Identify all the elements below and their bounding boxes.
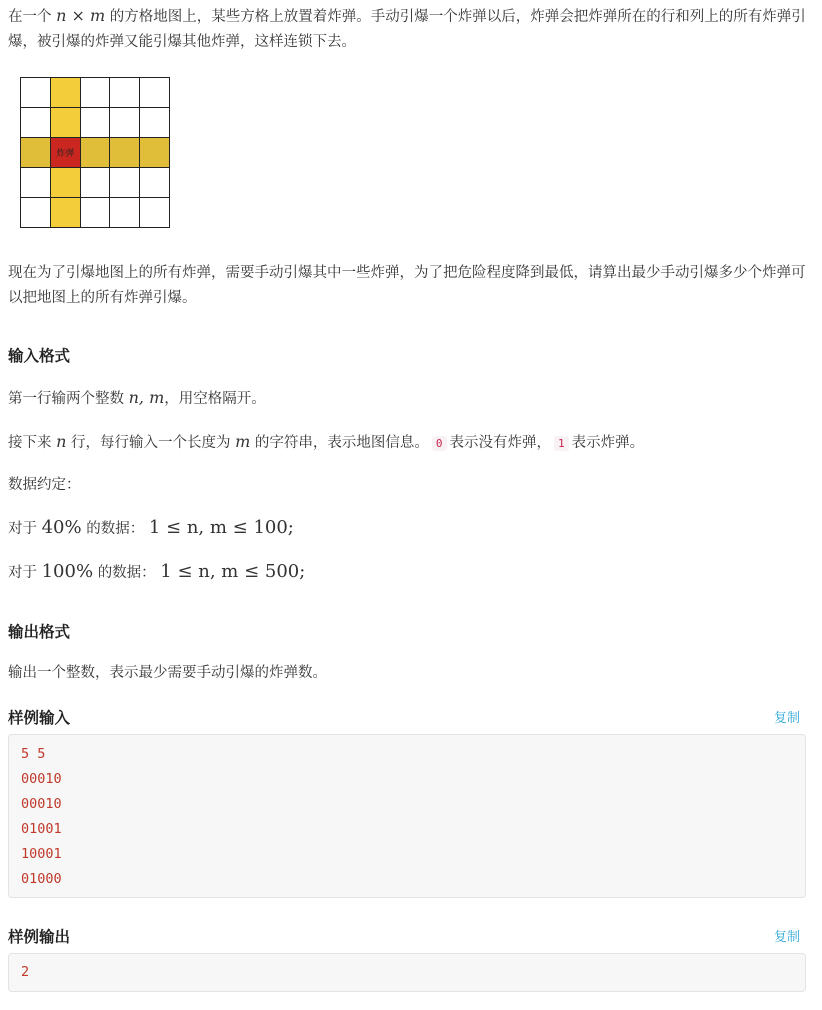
input-format-line1 <box>8 385 812 412</box>
grid-cell <box>140 108 170 138</box>
bomb-cell: 炸弹 <box>50 138 80 168</box>
grid-cell <box>140 168 170 198</box>
blast-row-cell <box>80 138 110 168</box>
input-line1-math: n, m <box>128 388 165 407</box>
grid-cell <box>80 198 110 228</box>
sample-output-line: 2 <box>21 964 30 980</box>
grid-cell <box>140 198 170 228</box>
blast-column-cell <box>50 108 80 138</box>
input-line2-text-e: 表示炸弹。 <box>571 435 645 451</box>
input-line2-math-n: n <box>56 432 67 451</box>
grid-cell <box>140 78 170 108</box>
intro-text-b: 的方格地图上，某些方格上放置着炸弹。手动引爆一个炸弹以后，炸弹会把炸弹所在的行和列上的所有炸弹引爆，被引爆的炸弹又能引爆其他炸弹，这样连锁下去。 <box>8 9 806 50</box>
constraint-100-text-b: 的数据： <box>97 565 156 581</box>
grid-cell <box>21 168 51 198</box>
constraint-40-text-a: 对于 <box>8 521 37 537</box>
output-format-text: 输出一个整数，表示最少需要手动引爆的炸弹数。 <box>8 665 327 681</box>
constraint-40 <box>8 515 812 542</box>
input-format-heading: 输入格式 <box>8 347 71 365</box>
inline-code-one: 1 <box>554 436 569 451</box>
sample-input-codebox <box>8 734 806 898</box>
sample-input-line: 01001 <box>21 821 62 837</box>
constraint-100-text-a: 对于 <box>8 565 37 581</box>
grid-cell <box>21 78 51 108</box>
grid-cell <box>110 108 140 138</box>
grid-row <box>21 108 170 138</box>
sample-input-copy-button[interactable]: 复制 <box>773 711 800 726</box>
grid-cell <box>21 198 51 228</box>
sample-input-line: 00010 <box>21 771 62 787</box>
output-format-heading: 输出格式 <box>8 623 71 641</box>
blast-row-cell <box>140 138 170 168</box>
grid-row <box>21 168 170 198</box>
grid-cell <box>110 78 140 108</box>
inline-code-zero: 0 <box>432 436 447 451</box>
grid-cell <box>80 78 110 108</box>
input-line2-text-a: 接下来 <box>8 435 52 451</box>
sample-input-line: 00010 <box>21 796 62 812</box>
sample-input-line: 01000 <box>21 871 62 887</box>
blast-column-cell <box>50 78 80 108</box>
blast-row-cell <box>21 138 51 168</box>
sample-input-heading: 样例输入 <box>8 709 71 727</box>
constraint-40-percent: 40% <box>41 517 82 538</box>
sample-input-line: 5 5 <box>21 746 46 762</box>
input-line2-text-c: 的字符串，表示地图信息。 <box>254 435 429 451</box>
sample-output-codebox <box>8 953 806 992</box>
input-line2-text-b: 行，每行输入一个长度为 <box>71 435 231 451</box>
grid-cell <box>80 108 110 138</box>
grid-cell <box>21 108 51 138</box>
intro-math-size: n × m <box>56 6 106 25</box>
grid-cell <box>80 168 110 198</box>
constraint-100-percent: 100% <box>41 561 94 582</box>
intro-paragraph <box>8 3 812 55</box>
grid-cell <box>110 168 140 198</box>
input-line1-text-a: 第一行输两个整数 <box>8 391 124 407</box>
constraint-40-math: 1 ≤ n, m ≤ 100; <box>148 517 294 538</box>
constraint-100 <box>8 559 812 586</box>
grid-row <box>21 78 170 108</box>
input-line2-text-d: 表示没有炸弹， <box>449 435 552 451</box>
input-line2-math-m: m <box>235 432 251 451</box>
grid-row <box>21 198 170 228</box>
input-line1-text-b: ，用空格隔开。 <box>164 391 266 407</box>
bomb-grid-figure <box>20 77 170 228</box>
grid-cell <box>110 198 140 228</box>
constraints-label: 数据约定： <box>8 477 81 493</box>
grid-row <box>21 138 170 168</box>
blast-row-cell <box>110 138 140 168</box>
constraint-100-math: 1 ≤ n, m ≤ 500; <box>160 561 306 582</box>
sample-output-heading: 样例输出 <box>8 928 71 946</box>
constraint-40-text-b: 的数据： <box>86 521 145 537</box>
intro-text-a: 在一个 <box>8 9 52 25</box>
blast-column-cell <box>50 198 80 228</box>
description-paragraph: 现在为了引爆地图上的所有炸弹，需要手动引爆其中一些炸弹，为了把危险程度降到最低，请算出最少手动引爆多少个炸弹可以把地图上的所有炸弹引爆。 <box>8 265 806 306</box>
sample-output-copy-button[interactable]: 复制 <box>773 930 800 945</box>
sample-input-line: 10001 <box>21 846 62 862</box>
input-format-line2 <box>8 429 812 456</box>
blast-column-cell <box>50 168 80 198</box>
